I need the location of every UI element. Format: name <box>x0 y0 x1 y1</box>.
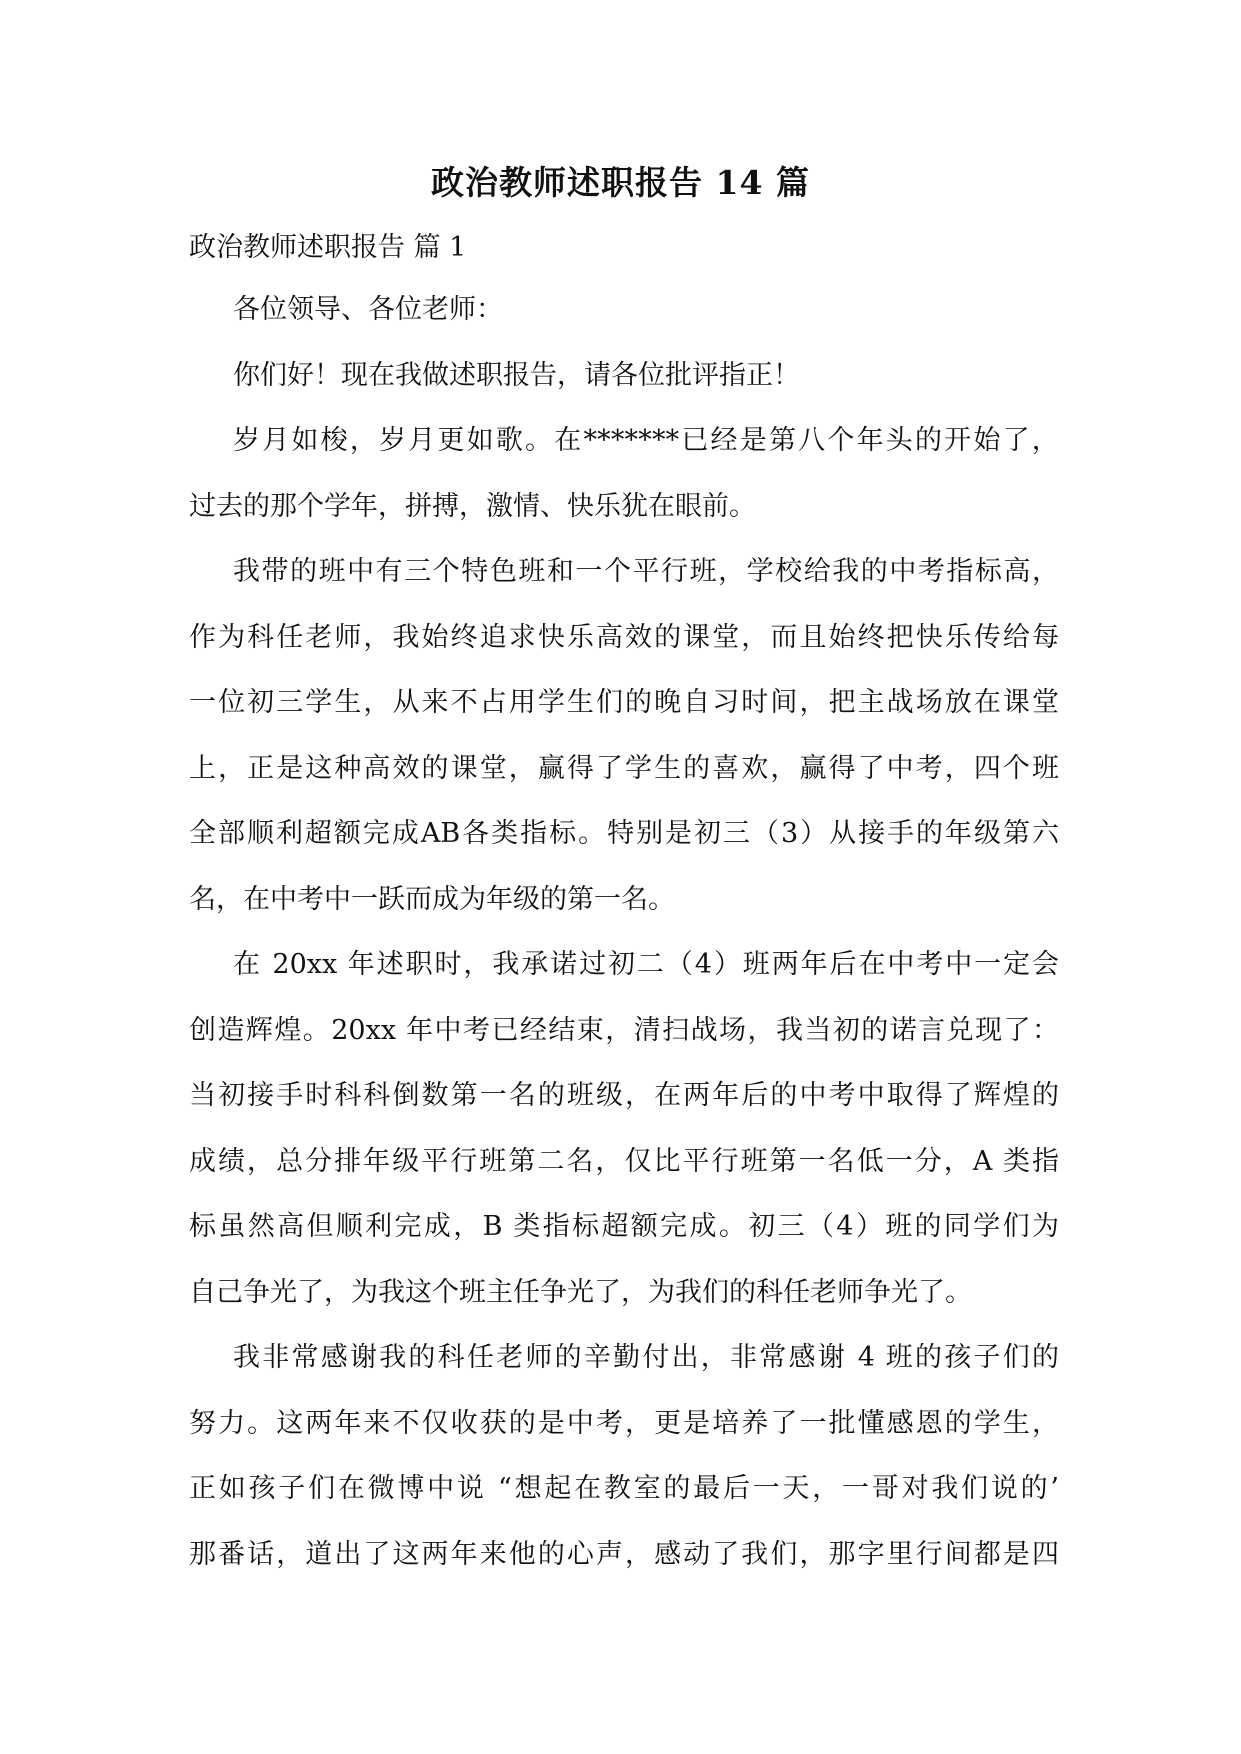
text-line: 各位领导、各位老师： <box>233 294 503 325</box>
text-line: 自己争光了，为我这个班主任争光了，为我们的科任老师争光了。 <box>189 1276 972 1308</box>
text-line: 在 20xx 年述职时，我承诺过初二（4）班两年后在中考中一定会 <box>233 949 1059 980</box>
text-line: 上，正是这种高效的课堂，赢得了学生的喜欢，赢得了中考，四个班 <box>189 752 1059 784</box>
text-line: 努力。这两年来不仅收获的是中考，更是培养了一批懂感恩的学生， <box>189 1407 1059 1439</box>
text-line: 那番话，道出了这两年来他的心声，感动了我们，那字里行间都是四 <box>189 1538 1059 1570</box>
text-line: 我带的班中有三个特色班和一个平行班，学校给我的中考指标高， <box>233 556 1059 587</box>
text-line: 一位初三学生，从来不占用学生们的晚自习时间，把主战场放在课堂 <box>189 687 1059 718</box>
text-line: 岁月如梭，岁月更如歌。在*******已经是第八个年头的开始了， <box>233 425 1059 456</box>
text-line: 成绩，总分排年级平行班第二名，仅比平行班第一名低一分，A 类指 <box>189 1145 1059 1177</box>
text-line: 我非常感谢我的科任老师的辛勤付出，非常感谢 4 班的孩子们的 <box>233 1342 1059 1373</box>
section-heading: 政治教师述职报告 篇 1 <box>189 232 467 263</box>
text-line: 你们好！现在我做述职报告，请各位批评指正！ <box>233 359 800 391</box>
document-title: 政治教师述职报告 14 篇 <box>431 163 810 202</box>
text-line: 标虽然高但顺利完成，B 类指标超额完成。初三（4）班的同学们为 <box>189 1211 1059 1242</box>
text-line: 过去的那个学年，拼搏，激情、快乐犹在眼前。 <box>189 490 756 522</box>
text-line: 作为科任老师，我始终追求快乐高效的课堂，而且始终把快乐传给每 <box>189 621 1059 653</box>
text-line: 创造辉煌。20xx 年中考已经结束，清扫战场，我当初的诺言兑现了： <box>189 1014 1059 1046</box>
document-body <box>189 290 1059 1600</box>
text-line: 名，在中考中一跃而成为年级的第一名。 <box>189 883 675 915</box>
text-line: 正如孩子们在微博中说 “想起在教室的最后一天，一哥对我们说的’ <box>189 1473 1059 1504</box>
text-line: 全部顺利超额完成AB各类指标。特别是初三（3）从接手的年级第六 <box>189 818 1059 849</box>
text-line: 当初接手时科科倒数第一名的班级，在两年后的中考中取得了辉煌的 <box>189 1080 1059 1111</box>
